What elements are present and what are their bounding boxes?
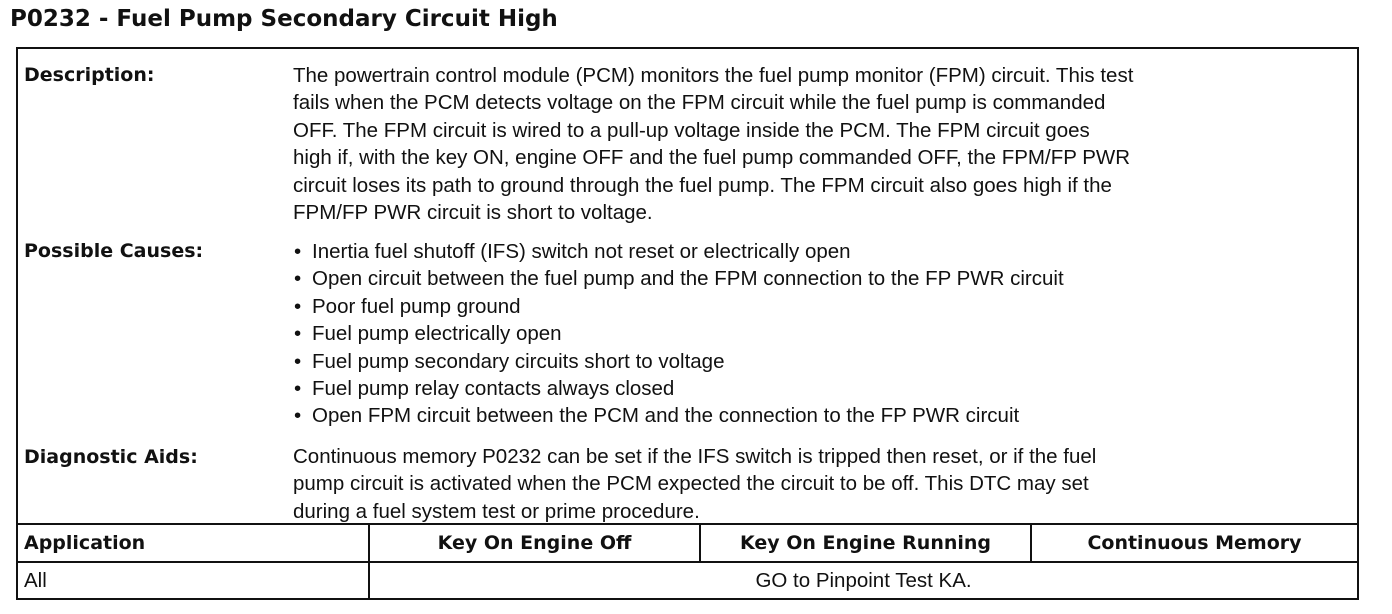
description-line: circuit loses its path to ground through the fuel pump. The FPM circuit also goes high if the [293,173,1112,197]
possible-causes-text [293,238,1353,430]
column-header-koeo: Key On Engine Off [437,532,632,554]
diagnostic-aids-line: pump circuit is activated when the PCM expected the circuit to be off. This DTC may set [293,472,1089,496]
column-header-continuous-memory: Continuous Memory [1087,532,1302,554]
possible-causes-label: Possible Causes: [24,240,204,262]
application-cell: All [24,569,47,592]
diagnostic-aids-line: Continuous memory P0232 can be set if the IFS switch is tripped then reset, or if the fuel [293,445,1097,468]
column-header-application: Application [24,532,146,554]
diagnostic-aids-line: during a fuel system test or prime procedure. [293,499,700,523]
list-item: • Inertia fuel shutoff (IFS) switch not reset or electrically open [293,238,1353,265]
description-text [293,62,1353,226]
diagnostic-aids-label: Diagnostic Aids: [24,446,198,468]
description-line: OFF. The FPM circuit is wired to a pull-up voltage inside the PCM. The FPM circuit goes [293,118,1090,142]
page-title: P0232 - Fuel Pump Secondary Circuit High [10,6,558,32]
description-label: Description: [24,64,155,86]
diagnostic-aids-text [293,443,1353,525]
description-line: fails when the PCM detects voltage on the FPM circuit while the fuel pump is commanded [293,91,1106,115]
list-item: • Fuel pump relay contacts always closed [293,375,1353,402]
pinpoint-test-cell: GO to Pinpoint Test KA. [755,569,972,592]
column-header-koer: Key On Engine Running [739,532,992,554]
list-item: • Poor fuel pump ground [293,293,1353,320]
diagnostic-table [16,47,1359,600]
description-line: The powertrain control module (PCM) monitors the fuel pump monitor (FPM) circuit. This test [293,64,1134,87]
list-item: • Open circuit between the fuel pump and the FPM connection to the FP PWR circuit [293,265,1353,292]
list-item: • Open FPM circuit between the PCM and the connection to the FP PWR circuit [293,402,1353,429]
list-item: • Fuel pump secondary circuits short to voltage [293,348,1353,375]
possible-causes-list [293,238,1353,430]
description-line: FPM/FP PWR circuit is short to voltage. [293,201,653,225]
description-line: high if, with the key ON, engine OFF and the fuel pump commanded OFF, the FPM/FP PWR [293,146,1131,170]
list-item: • Fuel pump electrically open [293,320,1353,347]
